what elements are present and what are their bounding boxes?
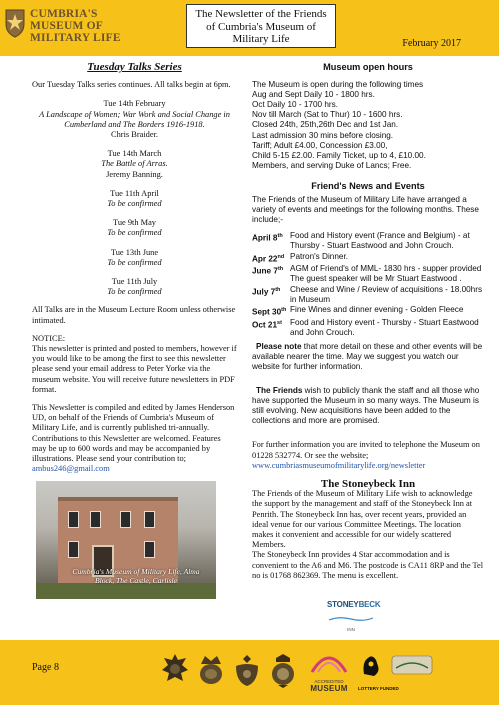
newsletter-title bbox=[186, 4, 336, 48]
talk-item bbox=[32, 277, 237, 297]
talk-item bbox=[32, 248, 237, 268]
event-date bbox=[252, 231, 290, 251]
stoneybeck-b: BECK bbox=[358, 600, 381, 609]
lottery-funded-badge bbox=[358, 652, 438, 690]
title-line: Military Life bbox=[232, 33, 290, 45]
compiled-text: This Newsletter is compiled and edited by James Henderson UD, on behalf of the Friends of Cumbria's Museum of Military Life, and is currently published tri-annually. bbox=[32, 403, 235, 433]
event-day: July 7 bbox=[252, 287, 276, 297]
issue-date: February 2017 bbox=[402, 38, 461, 49]
event-date bbox=[252, 264, 290, 284]
event-date bbox=[252, 285, 290, 305]
talk-title: To be confirmed bbox=[107, 199, 162, 209]
accredited-museum-badge bbox=[306, 650, 352, 692]
event-day: April 8 bbox=[252, 234, 278, 244]
window bbox=[144, 511, 155, 528]
friends-thanks bbox=[252, 386, 484, 426]
event-day-suffix: th bbox=[277, 233, 283, 240]
contrib-email-link[interactable]: ambus246@gmail.com bbox=[32, 464, 110, 474]
stoneybeck-wave-icon bbox=[327, 616, 375, 622]
further-info: For further information you are invited to telephone the Museum on 01228 532774. Or see the website; bbox=[252, 440, 480, 460]
notice-text: This newsletter is printed and posted to members, however if you would like to be among the first to see this newsletter please send your email address to Peter Yorke via the museum website. You will receive future newsletters in PDF format. bbox=[32, 344, 237, 394]
museum-photo bbox=[36, 481, 216, 599]
event-item bbox=[252, 252, 484, 265]
talk-date: Tue 9th May bbox=[113, 218, 156, 228]
event-day-suffix: nd bbox=[277, 253, 285, 260]
event-date bbox=[252, 252, 290, 265]
talk-speaker: Jeremy Banning. bbox=[106, 169, 163, 179]
events-intro: The Friends of the Museum of Military Life have arranged a variety of events and meetings for the following months. These include;- bbox=[252, 195, 479, 225]
inn-title: The Stoneybeck Inn bbox=[320, 477, 416, 490]
event-day: Oct 21 bbox=[252, 320, 278, 330]
website-link[interactable]: www.cumbriasmuseumofmilitarylife.org/newsletter bbox=[252, 460, 426, 470]
please-note-text: that more detail on these and other events will be available nearer the time. May we suggest you watch our website for further information. bbox=[252, 341, 483, 371]
hours-list bbox=[252, 80, 484, 171]
regimental-badge-icon bbox=[160, 652, 190, 688]
title-line: of Cumbria's Museum of bbox=[206, 20, 316, 33]
talk-title: A Landscape of Women; War Work and Social Change in Cumberland and The Borders 1916-1918. bbox=[39, 109, 230, 129]
event-item bbox=[252, 231, 484, 251]
event-item bbox=[252, 264, 484, 284]
talks-list bbox=[32, 99, 237, 297]
hours-line: Members, and serving Duke of Lancs; Free. bbox=[252, 160, 412, 170]
event-item bbox=[252, 318, 484, 338]
accredited-line1: ACCREDITED bbox=[314, 679, 344, 684]
event-text: Fine Wines and dinner evening - Golden Fleece bbox=[290, 304, 464, 314]
title-line: The Newsletter of the Friends bbox=[195, 8, 327, 20]
logo-line: CUMBRIA'S bbox=[30, 8, 98, 20]
crown-badge-icon bbox=[196, 652, 226, 688]
event-day-suffix: th bbox=[277, 266, 284, 273]
talk-item bbox=[32, 99, 237, 140]
event-date bbox=[252, 318, 290, 338]
event-day-suffix: th bbox=[275, 286, 281, 293]
window bbox=[68, 541, 79, 558]
please-note-bold: Please note bbox=[256, 341, 302, 351]
page-number: Page 8 bbox=[32, 662, 59, 673]
stoneybeck-a: STONEY bbox=[327, 600, 359, 609]
lottery-text: LOTTERY FUNDED bbox=[358, 686, 399, 691]
talk-item bbox=[32, 218, 237, 238]
event-item bbox=[252, 305, 484, 318]
event-text: Food and History event - Thursby - Stuart Eastwood and John Crouch. bbox=[290, 317, 479, 337]
window bbox=[120, 511, 131, 528]
inn-para1: The Friends of the Museum of Military Life wish to acknowledge the support by the management and staff of the Stoneybeck Inn at Penrith. The Stoneybeck Inn has, over recent years, provided an ideal venue for our various Committee Meetings. The location makes it convenient and accessible for our widely scattered Members. bbox=[252, 489, 473, 550]
event-date bbox=[252, 305, 290, 318]
talk-speaker: Chris Braider. bbox=[111, 130, 158, 140]
hours-line: Last admission 30 mins before closing. bbox=[252, 130, 394, 140]
window bbox=[144, 541, 155, 558]
talk-title: To be confirmed bbox=[107, 257, 162, 267]
talk-item bbox=[32, 189, 237, 209]
hours-line: Nov till March (Sat to Thur) 10 - 1600 hrs. bbox=[252, 110, 403, 120]
event-text: AGM of Friend's of MML- 1830 hrs - supper provided The guest speaker will be Mr Stuart Eastwood . bbox=[290, 264, 482, 284]
talks-intro: Our Tuesday Talks series continues. All talks begin at 6pm. bbox=[32, 80, 231, 90]
event-day: Sept 30 bbox=[252, 307, 282, 317]
accredited-line2: MUSEUM bbox=[310, 684, 348, 693]
contrib-text: Contributions to this Newsletter are welcomed. Features may be up to 600 words and may be accompanied by illustrations. Please send your contribution to; bbox=[32, 433, 221, 464]
hours-line: Oct Daily 10 - 1700 hrs. bbox=[252, 100, 339, 110]
stoneybeck-logo[interactable] bbox=[327, 600, 381, 632]
hours-line: Closed 24th, 25th,26th Dec and 1st Jan. bbox=[252, 120, 399, 130]
hours-line: Child 5-15 £2.00. Family Ticket, up to 4, £10.00. bbox=[252, 150, 426, 160]
inn-para2: The Stoneybeck Inn provides 4 Star accommodation and is convenient to the A6 and M6. The postcode is CA11 8RP and the Tel no is 01768 862369. The menu is excellent. bbox=[252, 550, 484, 580]
museum-logo[interactable] bbox=[4, 6, 154, 46]
event-item bbox=[252, 285, 484, 305]
notice-heading: NOTICE: bbox=[32, 333, 66, 343]
logo-text bbox=[30, 8, 121, 44]
hours-line: Aug and Sept Daily 10 - 1800 hrs. bbox=[252, 90, 375, 100]
events-title: Friend's News and Events bbox=[311, 180, 425, 191]
please-note bbox=[252, 342, 484, 372]
hours-line: Tariff; Adult £4.00, Concession £3.00, bbox=[252, 140, 388, 150]
hours-line: The Museum is open during the following times bbox=[252, 80, 424, 90]
laurel-badge-icon bbox=[232, 652, 262, 688]
crest-badge-icon bbox=[268, 652, 298, 688]
window bbox=[68, 511, 79, 528]
left-column bbox=[32, 62, 237, 599]
friends-text: wish to publicly thank the staff and all those who have supported the Museum in so many ways. The Museum is still evolving. New acquisitions have been added to the collections and more are promised. bbox=[252, 386, 480, 426]
accredited-arch-icon bbox=[306, 650, 352, 674]
talk-item bbox=[32, 149, 237, 180]
friends-bold: The Friends bbox=[256, 386, 303, 395]
lecture-note: All Talks are in the Museum Lecture Room unless otherwise intimated. bbox=[32, 305, 236, 325]
talk-date: Tue 11th April bbox=[110, 188, 159, 198]
logo-line: MUSEUM OF bbox=[30, 20, 104, 32]
logo-line: MILITARY LIFE bbox=[30, 32, 121, 44]
talk-title: To be confirmed bbox=[107, 228, 162, 238]
talk-date: Tue 14th March bbox=[107, 149, 162, 159]
event-text: Food and History event (France and Belgium) - at Thursby - Stuart Eastwood and John Crouch. bbox=[290, 231, 470, 251]
stoneybeck-logo-text bbox=[327, 600, 381, 609]
events-list bbox=[252, 231, 484, 337]
event-day: June 7 bbox=[252, 267, 278, 277]
lottery-hand-icon bbox=[358, 652, 438, 680]
event-text: Patron's Dinner. bbox=[290, 251, 348, 261]
shield-icon bbox=[4, 8, 26, 38]
window bbox=[90, 511, 101, 528]
talk-title: The Battle of Arras. bbox=[101, 159, 168, 169]
event-day-suffix: st bbox=[277, 319, 282, 326]
photo-caption: Cumbria's Museum of Military Life, Alma Block, The Castle, Carlisle bbox=[72, 566, 200, 585]
event-day: Apr 22 bbox=[252, 254, 278, 264]
hours-title: Museum open hours bbox=[323, 62, 413, 72]
event-day-suffix: th bbox=[281, 306, 287, 313]
talk-date: Tue 13th June bbox=[110, 247, 159, 257]
stoneybeck-sub: INN bbox=[347, 627, 355, 632]
talk-date: Tue 14th February bbox=[103, 99, 166, 109]
talks-title: Tuesday Talks Series bbox=[87, 61, 182, 73]
event-text: Cheese and Wine / Review of acquisitions - 18.00hrs in Museum bbox=[290, 284, 483, 304]
right-column bbox=[252, 62, 484, 581]
talk-title: To be confirmed bbox=[107, 287, 162, 297]
talk-date: Tue 11th July bbox=[111, 277, 158, 287]
contact-block bbox=[252, 440, 484, 581]
footer-badges bbox=[160, 648, 460, 694]
